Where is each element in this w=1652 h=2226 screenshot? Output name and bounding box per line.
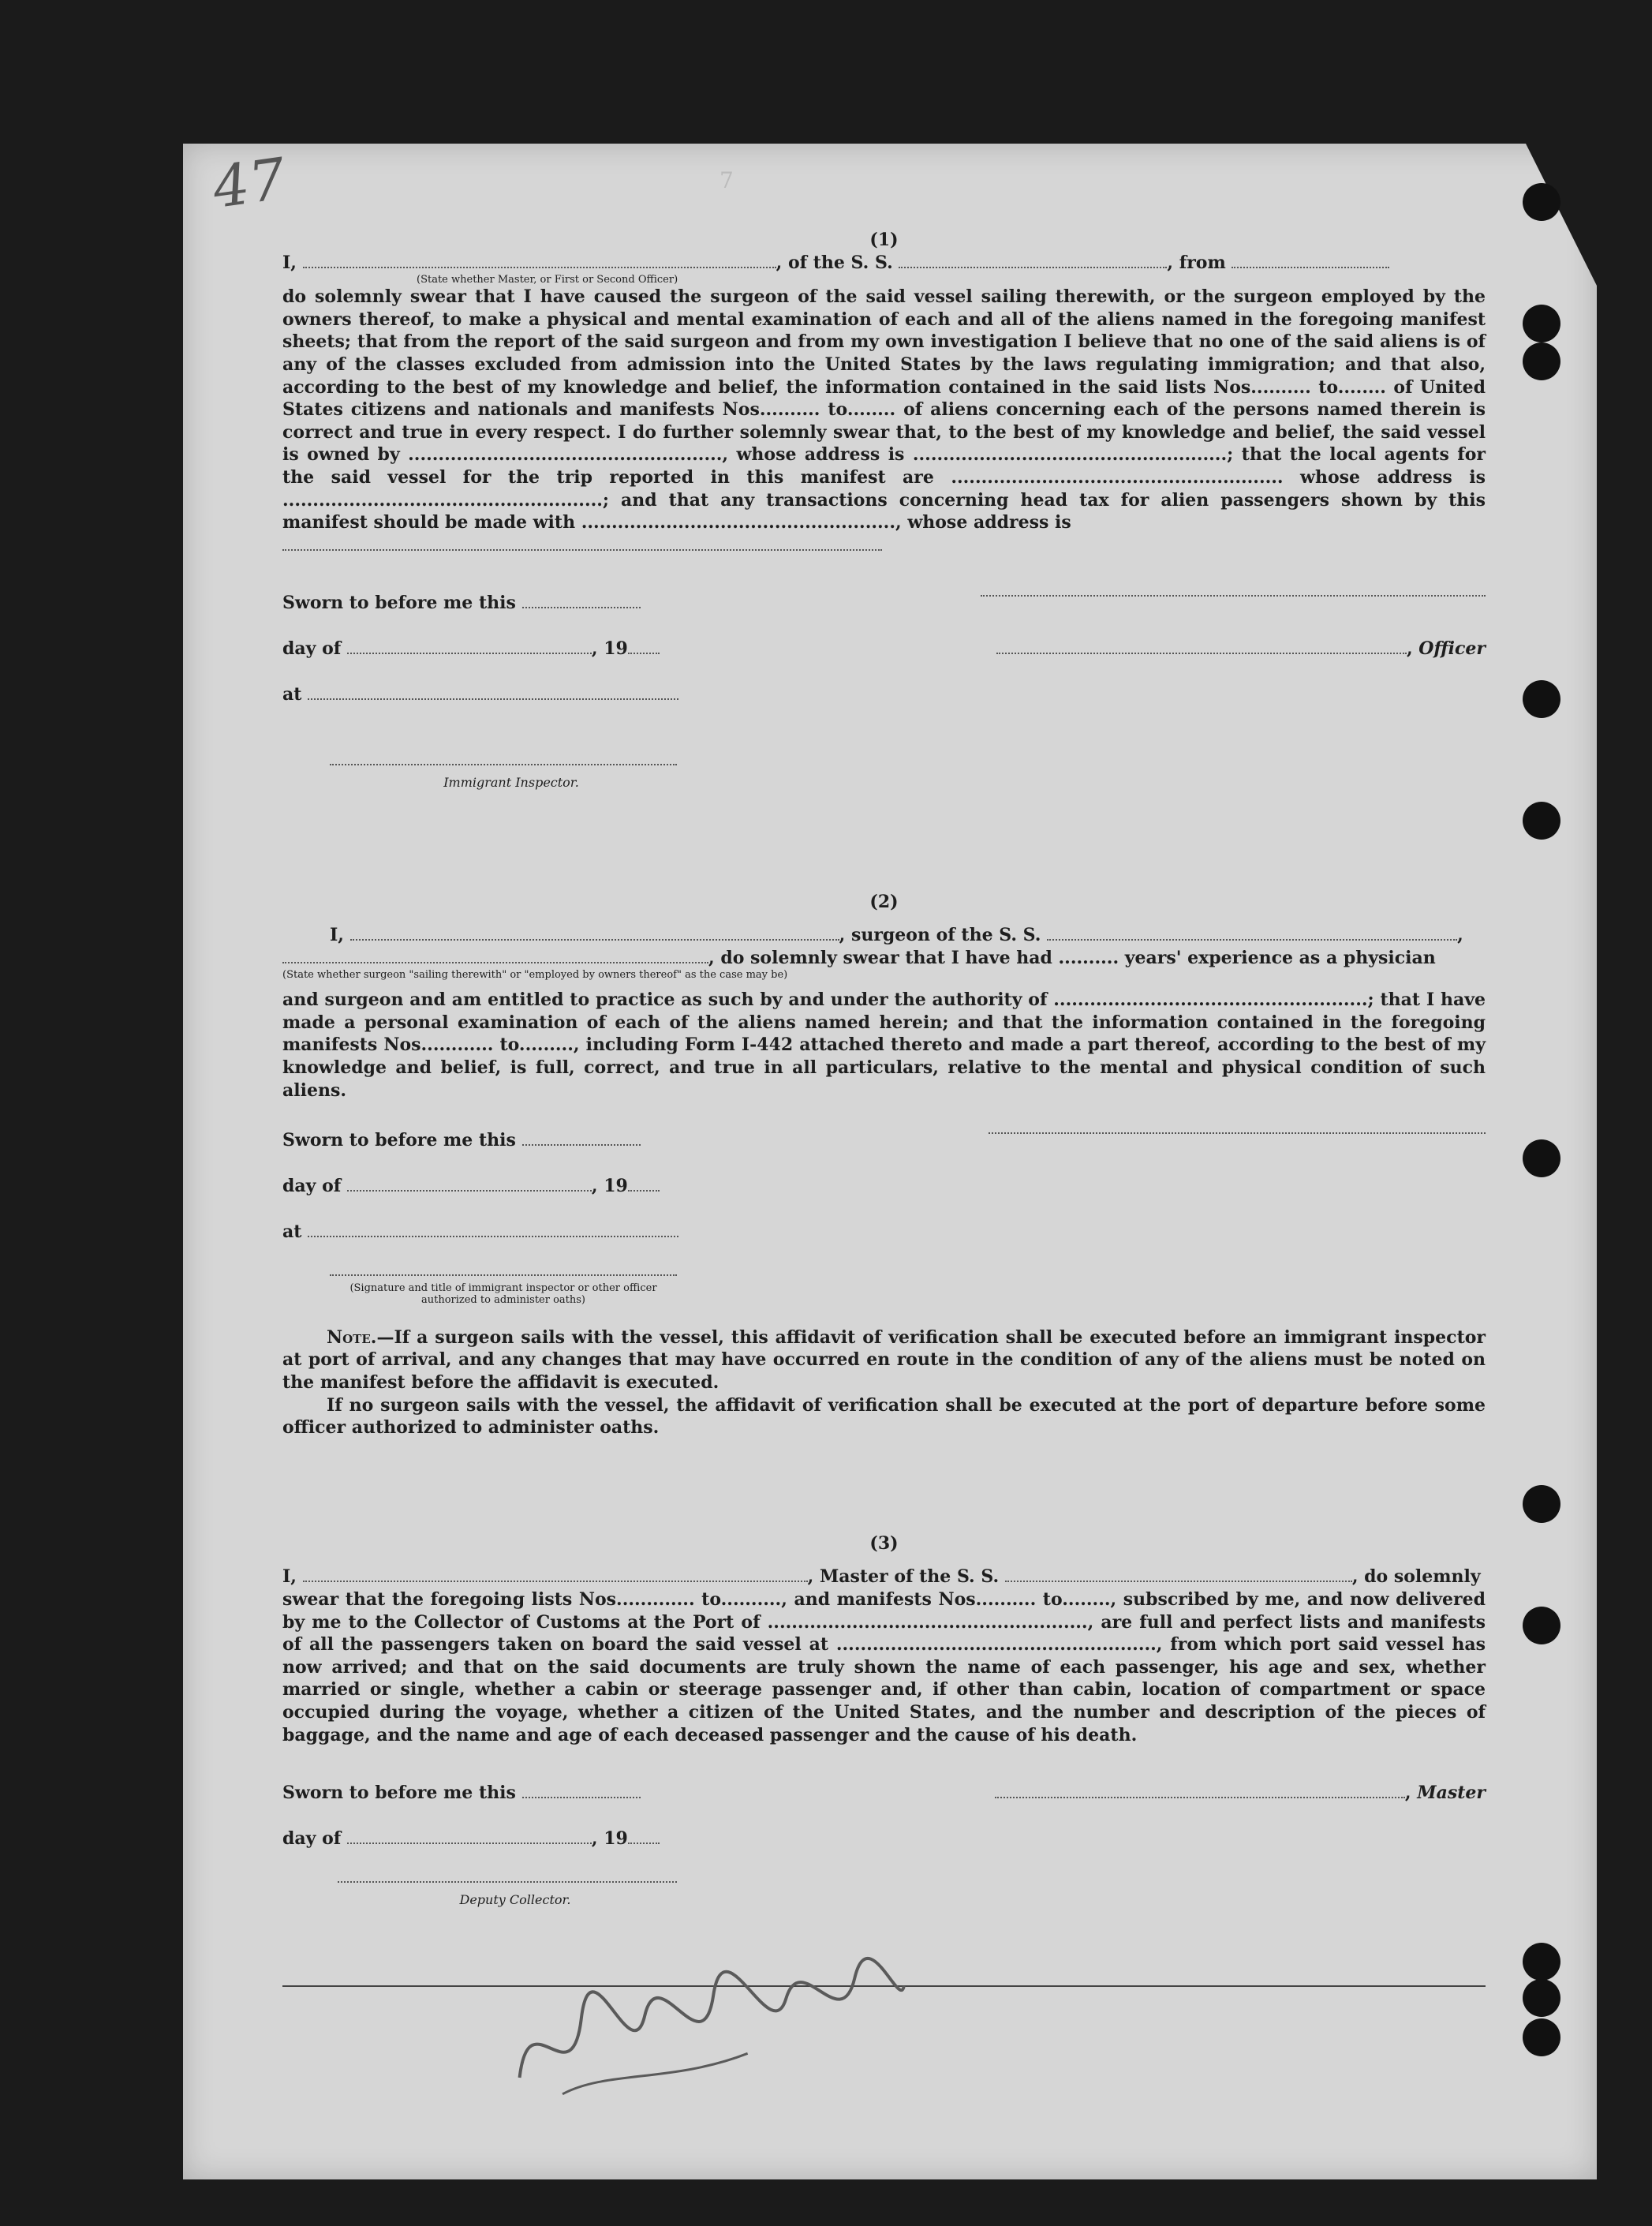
note-paragraph-1: Note.—If a surgeon sails with the vessel, this affidavit of verification shall be executed before an immigrant inspector at port of arrival, and any changes that may have occurred en route in the condition of any of the aliens must be noted on the manifest before the affidavit is executed. [282, 1326, 1486, 1394]
inspector-signature [282, 749, 693, 794]
sworn-day-field[interactable] [522, 1144, 641, 1146]
inspector-signature-line[interactable] [330, 1274, 677, 1276]
ship-name-field[interactable] [899, 267, 1167, 268]
head-tax-address-field[interactable] [282, 549, 882, 551]
officer-label: Officer [1418, 638, 1486, 660]
label: I, [282, 252, 297, 273]
officer-name-line[interactable] [996, 653, 1407, 654]
year-field[interactable] [628, 653, 660, 654]
officer-signature: , Officer [981, 580, 1486, 672]
at-line: at [282, 1209, 693, 1255]
day-field[interactable] [347, 1843, 592, 1844]
section3-body: swear that the foregoing lists Nos............. to.........., and manifests Nos.......... to........, subscribed by me, and now delivered by me to the Collector of Customs at the Port of ....................................................., are full and perfect lists and manifests of all the passengers taken on board the said vessel at ....................................................., from which port said vessel has now arrived; and that on the said documents are truly shown the name of each passenger, his age and sex, whether married or single, whether a cabin or steerage passenger and, if other than cabin, location of compartment or space occupied during the voyage, whether a citizen of the United States, and the number and description of the pieces of baggage, and the name and age of each deceased passenger and the cause of his death. [282, 1589, 1486, 1745]
section3-line1: I, , Master of the S. S. , do solemnly [282, 1566, 1481, 1588]
sworn-block [282, 580, 693, 794]
note-label: Note. [327, 1326, 377, 1348]
day-field[interactable] [347, 653, 592, 654]
section1-line1 [282, 252, 1486, 275]
master-label: Master [1417, 1783, 1486, 1804]
master-signature-line[interactable] [995, 1797, 1405, 1798]
collector-signature [282, 1866, 693, 1911]
margin-number: 47 [208, 145, 290, 221]
ship-name-field[interactable] [1047, 939, 1457, 941]
officer-signature-line[interactable] [981, 595, 1486, 597]
ship-name-field[interactable] [1005, 1581, 1352, 1582]
day-line: day of , 19 [282, 1816, 693, 1861]
master-name-field[interactable] [303, 1581, 808, 1582]
year-field[interactable] [628, 1190, 660, 1192]
sworn-line: Sworn to before me this [282, 580, 693, 626]
collector-caption: Deputy Collector. [459, 1891, 571, 1907]
section1-signature-row [282, 580, 1486, 794]
officer-name-field[interactable] [303, 267, 776, 268]
at-line: at [282, 672, 693, 717]
surgeon-status-field[interactable] [282, 962, 708, 963]
sworn-line: Sworn to before me this [282, 1117, 693, 1163]
signature-caption: (Signature and title of immigrant inspector or other officer authorized to administer oaths) [349, 1281, 657, 1306]
officer-note: (State whether Master, or First or Second Officer) [417, 274, 678, 286]
sworn-block [282, 1117, 693, 1306]
label: , from [1167, 252, 1226, 273]
day-field[interactable] [347, 1190, 592, 1192]
collector-signature-line[interactable] [338, 1881, 677, 1883]
inspector-caption: Immigrant Inspector. [443, 774, 579, 790]
sworn-day-field[interactable] [522, 607, 641, 608]
day-line: day of , 19 [282, 626, 693, 672]
day-line: day of , 19 [282, 1163, 693, 1209]
header-mark: 7 [719, 167, 734, 193]
year-field[interactable] [628, 1843, 660, 1844]
surgeon-signature [981, 1117, 1486, 1139]
sworn-day-field[interactable] [522, 1797, 641, 1798]
section2-line1: I, , surgeon of the S. S. , [330, 925, 1463, 946]
section1-body: do solemnly swear that I have caused the surgeon of the said vessel sailing therewith, or the surgeon employed by the owners thereof, to make a physical and mental examination of each and all of the aliens named in the foregoing manifest sheets; that from the report of the said surgeon and from my own investigation I believe that no one of the said aliens is of any of the classes excluded from admission into the United States by the laws regulating immigration; and that also, according to the best of my knowledge and belief, the information contained in the said lists Nos.......... to........ of United States citizens and nationals and manifests Nos.......... to........ of aliens concerning each of the persons named therein is correct and true in every respect. I do further solemnly swear that, to the best of my knowledge and belief, the said vessel is owned by ...................................................., whose address is ....................................................; that the local agents for the said vessel for the trip reported in this manifest are ....................................................... whose address is .....................................................; and that any transactions concerning head tax for alien passengers shown by this manifest should be made with ...................................................., whose address is [282, 286, 1486, 533]
surgeon-name-field[interactable] [350, 939, 839, 941]
from-port-field[interactable] [1232, 267, 1389, 268]
section2-signature-row [282, 1117, 1486, 1306]
inspector-signature-line[interactable] [330, 764, 677, 765]
at-field[interactable] [308, 1236, 678, 1237]
sworn-line: Sworn to before me this [282, 1770, 693, 1816]
section-number: (3) [869, 1532, 899, 1554]
master-signature: , Master [981, 1770, 1486, 1816]
content-layer [183, 144, 1597, 2179]
sworn-block [282, 1770, 693, 1911]
note-paragraph-2: If no surgeon sails with the vessel, the affidavit of verification shall be executed at the port of departure before some officer authorized to administer oaths. [282, 1394, 1486, 1438]
section2-body: and surgeon and am entitled to practice as such by and under the authority of ....................................................; that I have made a personal examination of each of the aliens named herein; and that the information contained in the foregoing manifests Nos............ to........., including Form I-442 attached thereto and made a part thereof, according to the best of my knowledge and belief, is full, correct, and true in all particulars, relative to the mental and physical condition of such aliens. [282, 990, 1486, 1101]
inspector-signature [282, 1259, 693, 1306]
section-number: (2) [869, 891, 899, 912]
section3-signature-row [282, 1770, 1486, 1911]
label: , of the S. S. [776, 252, 893, 273]
at-field[interactable] [308, 698, 678, 700]
surgeon-signature-line[interactable] [989, 1132, 1486, 1134]
section2-line2: , do solemnly swear that I have had .......... years' experience as a physician [282, 947, 1486, 970]
section-number: (1) [869, 230, 899, 250]
surgeon-note: (State whether surgeon "sailing therewith" or "employed by owners thereof" as the case may be) [282, 969, 788, 982]
affidavit-content [282, 229, 1486, 1911]
